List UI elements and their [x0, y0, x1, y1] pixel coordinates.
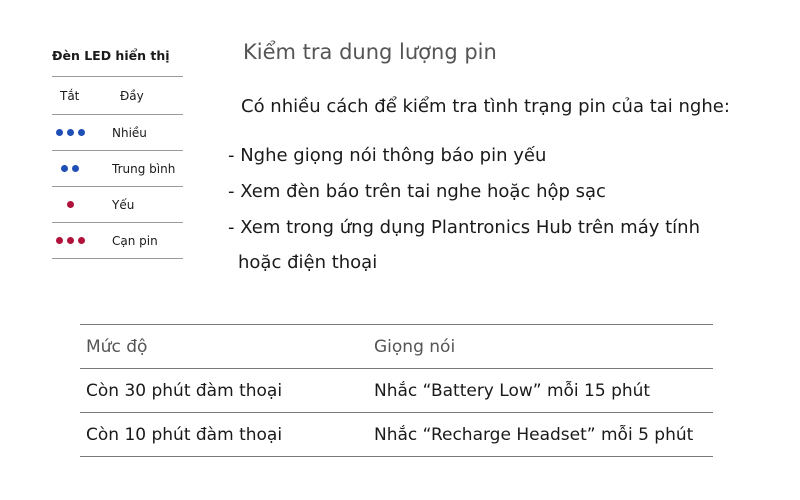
led-header-full: Đầy [120, 88, 144, 103]
bullet-item [228, 210, 788, 280]
led-dot-icon [61, 165, 68, 172]
table-cell: Còn 10 phút đàm thoại [80, 413, 370, 457]
table-header-row [80, 325, 713, 369]
table-cell: Còn 30 phút đàm thoại [80, 369, 370, 413]
page-heading: Kiểm tra dung lượng pin [243, 40, 497, 64]
table-cell: Nhắc “Recharge Headset” mỗi 5 phút [370, 413, 713, 457]
led-dots [52, 129, 88, 136]
led-dot-icon [72, 165, 79, 172]
led-label: Trung bình [112, 161, 176, 176]
led-dot-icon [78, 129, 85, 136]
led-dot-icon [67, 237, 74, 244]
table-cell: Nhắc “Battery Low” mỗi 15 phút [370, 369, 713, 413]
led-label: Cạn pin [112, 233, 158, 248]
bullet-item: - Nghe giọng nói thông báo pin yếu [228, 145, 547, 166]
led-dot-icon [78, 237, 85, 244]
led-dots [52, 165, 88, 172]
table-header-voice: Giọng nói [370, 325, 713, 369]
bullet-list [228, 138, 788, 280]
led-row-medium [52, 151, 183, 187]
led-label: Yếu [112, 197, 135, 212]
table-header-level: Mức độ [80, 325, 370, 369]
led-header-off: Tắt [60, 88, 80, 103]
led-dot-icon [56, 129, 63, 136]
led-label: Nhiều [112, 125, 147, 140]
bullet-item-continuation: hoặc điện thoại [238, 252, 378, 273]
led-row-many [52, 115, 183, 151]
bullet-item: - Xem đèn báo trên tai nghe hoặc hộp sạc [228, 181, 606, 202]
led-row-low [52, 187, 183, 223]
led-legend [52, 46, 183, 259]
led-dot-icon [56, 237, 63, 244]
led-dots [52, 237, 88, 244]
led-legend-title: Đèn LED hiển thị [52, 46, 183, 77]
led-dot-icon [67, 129, 74, 136]
table-row [80, 369, 713, 413]
led-dot-icon [67, 201, 74, 208]
intro-text: Có nhiều cách để kiểm tra tình trạng pin của tai nghe: [241, 96, 730, 117]
led-legend-header [52, 77, 183, 115]
bullet-item-text: - Xem trong ứng dụng Plantronics Hub trên máy tính [228, 217, 700, 238]
led-dots [52, 201, 88, 208]
table-row [80, 413, 713, 457]
voice-alert-table [80, 324, 713, 457]
led-row-empty [52, 223, 183, 259]
